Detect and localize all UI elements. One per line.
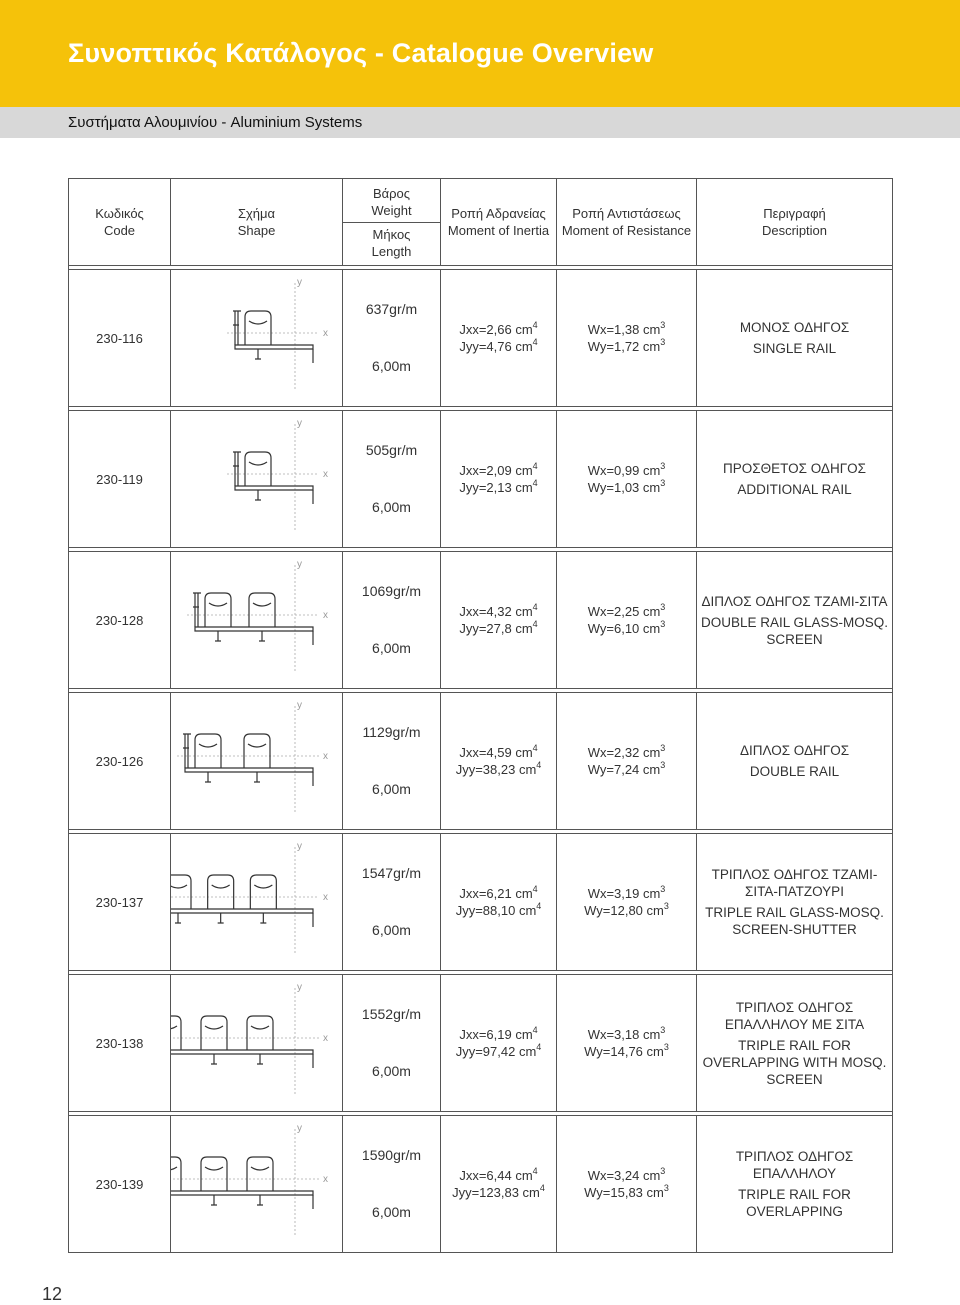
wx-line xyxy=(557,1026,696,1043)
description-en: TRIPLE RAIL FOR OVERLAPPING xyxy=(738,1187,851,1219)
wx-line xyxy=(557,603,696,620)
jyy-value: Jyy=97,42 cm xyxy=(455,1044,537,1059)
profile-shape xyxy=(171,411,343,548)
length-header-gr: Μήκος xyxy=(372,226,411,242)
wy-value: Wy=6,10 cm xyxy=(587,621,661,636)
resistance-header-gr: Ροπή Αντιστάσεως xyxy=(572,206,681,221)
product-code: 230-137 xyxy=(69,834,171,971)
length-header-en: Length xyxy=(371,243,412,259)
description-gr: ΔΙΠΛΟΣ ΟΔΗΓΟΣ xyxy=(739,743,850,758)
profile-section-drawing xyxy=(171,414,343,544)
unit-exp: 3 xyxy=(663,901,669,911)
jyy-line xyxy=(441,479,556,496)
profile-outline xyxy=(171,1157,313,1209)
jxx-value: Jxx=6,44 cm xyxy=(459,1168,533,1183)
unit-exp: 4 xyxy=(532,337,538,347)
product-code: 230-116 xyxy=(69,270,171,407)
col-header-code xyxy=(69,179,171,266)
length-value: 6,00m xyxy=(372,1063,411,1079)
unit-exp: 4 xyxy=(536,1042,542,1052)
col-header-inertia xyxy=(441,179,557,266)
code-header-en: Code xyxy=(103,223,136,238)
wy-value: Wy=1,03 cm xyxy=(587,480,661,495)
unit-exp: 4 xyxy=(532,619,538,629)
unit-exp: 3 xyxy=(660,743,666,753)
description-en: DOUBLE RAIL GLASS-MOSQ. SCREEN xyxy=(700,614,889,647)
description-en: DOUBLE RAIL xyxy=(749,764,840,779)
moment-of-resistance xyxy=(557,552,697,689)
description xyxy=(697,834,893,971)
wy-value: Wy=14,76 cm xyxy=(584,1044,664,1059)
table-row xyxy=(69,975,893,1112)
wx-line xyxy=(557,744,696,761)
length-value: 6,00m xyxy=(372,781,411,797)
unit-exp: 3 xyxy=(660,760,666,770)
x-axis-label: x xyxy=(323,610,328,621)
jyy-line xyxy=(441,761,556,778)
description-gr: ΤΡΙΠΛΟΣ ΟΔΗΓΟΣ ΕΠΑΛΛΗΛΟΥ ΜΕ ΣΙΤΑ xyxy=(724,999,865,1032)
section-subtitle: Συστήματα Αλουμινίου - Aluminium Systems xyxy=(68,114,363,131)
wx-value: Wx=3,24 cm xyxy=(587,1168,661,1183)
col-header-description xyxy=(697,179,893,266)
moment-of-inertia xyxy=(441,834,557,971)
header-banner xyxy=(0,0,960,107)
wx-value: Wx=1,38 cm xyxy=(587,322,661,337)
x-axis-label: x xyxy=(323,328,328,339)
moment-of-inertia xyxy=(441,975,557,1112)
jxx-line xyxy=(441,885,556,902)
profile-shape xyxy=(171,834,343,971)
table-row xyxy=(69,552,893,689)
weight-value: 1069gr/m xyxy=(361,583,422,599)
profile-section-drawing xyxy=(171,273,343,403)
col-header-shape xyxy=(171,179,343,266)
profile-section-drawing xyxy=(171,696,343,826)
description-header-en: Description xyxy=(761,223,828,238)
weight-header-gr: Βάρος xyxy=(372,185,411,201)
weight-value: 1547gr/m xyxy=(361,865,422,881)
wy-value: Wy=12,80 cm xyxy=(584,903,664,918)
weight-value: 1129gr/m xyxy=(362,724,421,740)
x-axis-label: x xyxy=(323,1174,328,1185)
unit-exp: 3 xyxy=(660,619,666,629)
table-header-row xyxy=(69,179,893,266)
unit-exp: 4 xyxy=(536,760,542,770)
profile-shape xyxy=(171,975,343,1112)
description xyxy=(697,270,893,407)
unit-exp: 4 xyxy=(532,320,538,330)
wy-line xyxy=(557,338,696,355)
jxx-line xyxy=(441,744,556,761)
wx-line xyxy=(557,1167,696,1184)
unit-exp: 4 xyxy=(532,461,538,471)
product-code: 230-138 xyxy=(69,975,171,1112)
profile-outline xyxy=(171,1016,313,1068)
jxx-line xyxy=(441,321,556,338)
profile-section-drawing xyxy=(171,555,343,685)
description-header-gr: Περιγραφή xyxy=(763,206,826,221)
unit-exp: 3 xyxy=(660,1025,666,1035)
weight-value: 505gr/m xyxy=(365,442,418,458)
shape-header-gr: Σχήμα xyxy=(237,206,276,221)
page-number: 12 xyxy=(42,1284,63,1304)
wx-value: Wx=2,32 cm xyxy=(587,745,661,760)
shape-header-en: Shape xyxy=(237,223,276,238)
wx-value: Wx=0,99 cm xyxy=(587,463,661,478)
jxx-value: Jxx=4,59 cm xyxy=(459,745,533,760)
wx-value: Wx=3,18 cm xyxy=(587,1027,661,1042)
weight-length-cell xyxy=(343,693,441,830)
moment-of-resistance xyxy=(557,834,697,971)
jyy-value: Jyy=88,10 cm xyxy=(455,903,537,918)
jxx-value: Jxx=2,09 cm xyxy=(459,463,533,478)
y-axis-label: y xyxy=(297,700,302,711)
wx-line xyxy=(557,321,696,338)
profile-shape xyxy=(171,270,343,407)
length-value: 6,00m xyxy=(372,499,411,515)
wx-line xyxy=(557,885,696,902)
jxx-value: Jxx=4,32 cm xyxy=(459,604,533,619)
page-title: Συνοπτικός Κατάλογος - Catalogue Overview xyxy=(68,38,654,68)
description xyxy=(697,411,893,548)
jyy-line xyxy=(441,1043,556,1060)
profile-shape xyxy=(171,552,343,689)
weight-length-cell xyxy=(343,834,441,971)
unit-exp: 4 xyxy=(539,1183,545,1193)
description-en: TRIPLE RAIL GLASS-MOSQ. SCREEN-SHUTTER xyxy=(705,905,884,937)
jxx-value: Jxx=2,66 cm xyxy=(459,322,533,337)
wy-value: Wy=7,24 cm xyxy=(587,762,661,777)
profile-section-drawing xyxy=(171,837,343,967)
table-row xyxy=(69,1116,893,1253)
unit-exp: 3 xyxy=(663,1042,669,1052)
description-gr: ΤΡΙΠΛΟΣ ΟΔΗΓΟΣ ΤΖΑΜΙ-ΣΙΤΑ-ΠΑΤΖΟΥΡΙ xyxy=(711,867,878,899)
y-axis-label: y xyxy=(297,418,302,429)
moment-of-resistance xyxy=(557,975,697,1112)
wx-value: Wx=2,25 cm xyxy=(587,604,661,619)
wy-line xyxy=(557,1043,696,1060)
unit-exp: 4 xyxy=(532,743,538,753)
weight-value: 1590gr/m xyxy=(361,1147,422,1163)
jyy-line xyxy=(441,620,556,637)
weight-length-cell xyxy=(343,270,441,407)
moment-of-inertia xyxy=(441,693,557,830)
description-gr: ΤΡΙΠΛΟΣ ΟΔΗΓΟΣ ΕΠΑΛΛΗΛΟΥ xyxy=(735,1149,854,1181)
unit-exp: 4 xyxy=(536,901,542,911)
unit-exp: 3 xyxy=(660,884,666,894)
weight-length-cell xyxy=(343,552,441,689)
moment-of-inertia xyxy=(441,270,557,407)
jxx-value: Jxx=6,21 cm xyxy=(459,886,533,901)
weight-length-cell xyxy=(343,411,441,548)
profile-outline xyxy=(171,875,313,927)
unit-exp: 3 xyxy=(660,478,666,488)
x-axis-label: x xyxy=(323,751,328,762)
profile-outline xyxy=(233,311,313,363)
col-header-resistance xyxy=(557,179,697,266)
unit-exp: 3 xyxy=(663,1183,669,1193)
profile-shape xyxy=(171,693,343,830)
jyy-value: Jyy=123,83 cm xyxy=(452,1185,540,1200)
unit-exp: 3 xyxy=(660,602,666,612)
jyy-line xyxy=(441,1184,556,1201)
col-header-weight-length xyxy=(343,179,441,266)
description-en: SINGLE RAIL xyxy=(752,341,837,356)
length-value: 6,00m xyxy=(372,1204,411,1220)
description xyxy=(697,552,893,689)
wy-line xyxy=(557,620,696,637)
inertia-header-gr: Ροπή Αδρανείας xyxy=(451,206,546,221)
product-code: 230-126 xyxy=(69,693,171,830)
wy-value: Wy=1,72 cm xyxy=(587,339,661,354)
wy-line xyxy=(557,902,696,919)
unit-exp: 4 xyxy=(532,602,538,612)
weight-length-cell xyxy=(343,975,441,1112)
profile-section-drawing xyxy=(171,1119,343,1249)
description-en: TRIPLE RAIL FOR OVERLAPPING WITH MOSQ. SCREEN xyxy=(702,1037,887,1087)
unit-exp: 4 xyxy=(532,884,538,894)
table-row xyxy=(69,411,893,548)
moment-of-resistance xyxy=(557,693,697,830)
description-en: ADDITIONAL RAIL xyxy=(737,482,852,497)
profile-section-drawing xyxy=(171,978,343,1108)
profile-outline xyxy=(233,452,313,504)
jxx-value: Jxx=6,19 cm xyxy=(459,1027,533,1042)
wx-value: Wx=3,19 cm xyxy=(587,886,661,901)
profile-shape xyxy=(171,1116,343,1253)
wy-line xyxy=(557,479,696,496)
moment-of-inertia xyxy=(441,1116,557,1253)
description xyxy=(697,693,893,830)
y-axis-label: y xyxy=(297,277,302,288)
resistance-header-en: Moment of Resistance xyxy=(561,223,692,238)
jyy-value: Jyy=4,76 cm xyxy=(459,339,533,354)
unit-exp: 3 xyxy=(660,461,666,471)
unit-exp: 3 xyxy=(660,337,666,347)
unit-exp: 4 xyxy=(532,1166,538,1176)
length-value: 6,00m xyxy=(372,640,411,656)
moment-of-resistance xyxy=(557,411,697,548)
description xyxy=(697,975,893,1112)
jyy-line xyxy=(441,902,556,919)
moment-of-inertia xyxy=(441,552,557,689)
wy-line xyxy=(557,761,696,778)
catalogue-table xyxy=(68,178,893,1253)
jxx-line xyxy=(441,1026,556,1043)
unit-exp: 3 xyxy=(660,320,666,330)
jxx-line xyxy=(441,462,556,479)
x-axis-label: x xyxy=(323,892,328,903)
product-code: 230-119 xyxy=(69,411,171,548)
unit-exp: 3 xyxy=(660,1166,666,1176)
jxx-line xyxy=(441,603,556,620)
table-row xyxy=(69,270,893,407)
inertia-header-en: Moment of Inertia xyxy=(447,223,550,238)
y-axis-label: y xyxy=(297,982,302,993)
moment-of-inertia xyxy=(441,411,557,548)
table-row xyxy=(69,693,893,830)
wy-line xyxy=(557,1184,696,1201)
weight-header-en: Weight xyxy=(371,202,412,218)
moment-of-resistance xyxy=(557,270,697,407)
jyy-line xyxy=(441,338,556,355)
description xyxy=(697,1116,893,1253)
jyy-value: Jyy=2,13 cm xyxy=(459,480,533,495)
product-code: 230-128 xyxy=(69,552,171,689)
description-gr: ΜΟΝΟΣ ΟΔΗΓΟΣ xyxy=(739,320,850,335)
x-axis-label: x xyxy=(323,469,328,480)
table-row xyxy=(69,834,893,971)
jxx-line xyxy=(441,1167,556,1184)
jyy-value: Jyy=38,23 cm xyxy=(455,762,537,777)
moment-of-resistance xyxy=(557,1116,697,1253)
x-axis-label: x xyxy=(323,1033,328,1044)
length-value: 6,00m xyxy=(372,922,411,938)
y-axis-label: y xyxy=(297,559,302,570)
code-header-gr: Κωδικός xyxy=(95,206,144,221)
weight-value: 637gr/m xyxy=(365,301,418,317)
weight-length-cell xyxy=(343,1116,441,1253)
description-gr: ΔΙΠΛΟΣ ΟΔΗΓΟΣ ΤΖΑΜΙ-ΣΙΤΑ xyxy=(701,593,888,609)
wx-line xyxy=(557,462,696,479)
wy-value: Wy=15,83 cm xyxy=(584,1185,664,1200)
length-value: 6,00m xyxy=(372,358,411,374)
y-axis-label: y xyxy=(297,841,302,852)
jyy-value: Jyy=27,8 cm xyxy=(459,621,533,636)
profile-outline xyxy=(183,734,313,786)
weight-value: 1552gr/m xyxy=(361,1006,422,1022)
unit-exp: 4 xyxy=(532,1025,538,1035)
y-axis-label: y xyxy=(297,1123,302,1134)
subtitle-bar xyxy=(0,107,960,138)
unit-exp: 4 xyxy=(532,478,538,488)
product-code: 230-139 xyxy=(69,1116,171,1253)
description-gr: ΠΡΟΣΘΕΤΟΣ ΟΔΗΓΟΣ xyxy=(723,461,866,476)
